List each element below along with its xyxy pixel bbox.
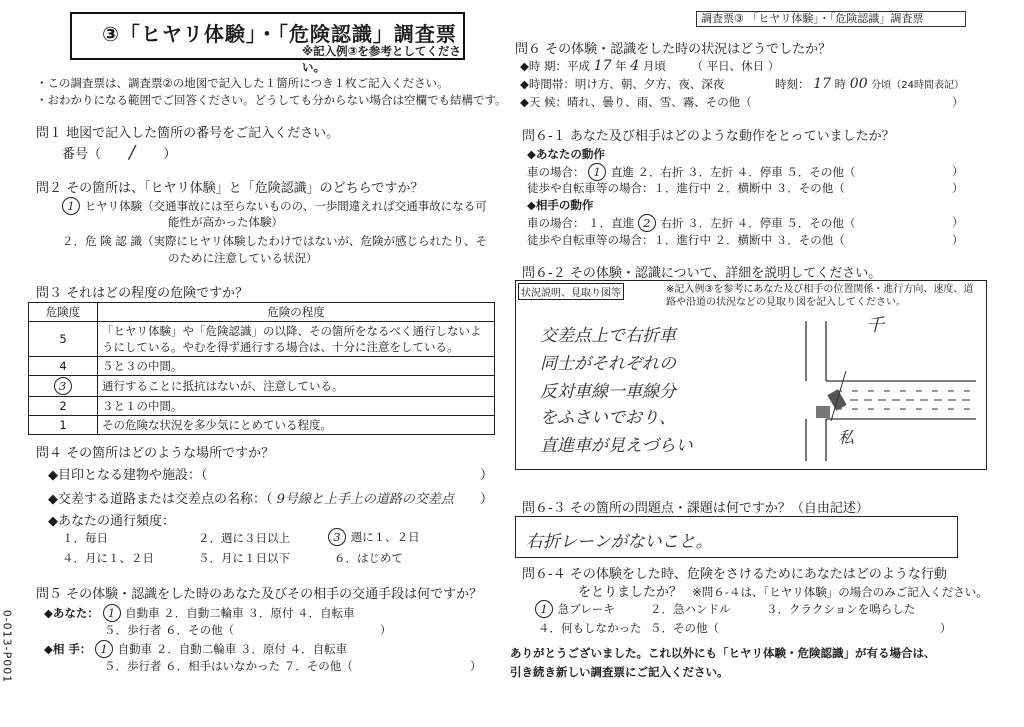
risk-desc: ５と３の中間。 bbox=[98, 357, 495, 376]
q5-other-row1[interactable] bbox=[44, 640, 347, 658]
q6-4-option-1[interactable] bbox=[535, 600, 615, 618]
q1-field[interactable] bbox=[62, 142, 176, 163]
q6-month-unit: 月頃 bbox=[642, 59, 666, 73]
q6-1-other-car-close: ） bbox=[952, 215, 964, 229]
q5-other-label: ◆相 手： bbox=[44, 642, 92, 656]
q6-4-note: ※問６-４は、「ヒヤリ体験」の場合のみご記入ください。 bbox=[692, 585, 988, 599]
q6-1-other-car-circle: 2 bbox=[638, 214, 656, 232]
q6-4-label-2 bbox=[578, 581, 988, 600]
risk-table-header bbox=[29, 303, 495, 322]
table-row[interactable] bbox=[29, 376, 495, 397]
q4-road-answer: 9号線と上手上の道路の交差点 bbox=[276, 492, 454, 507]
risk-desc: 「ヒヤリ体験」や「危険認識」の以降、その箇所をなるべく通行しないようにしている。やむを得ず通行する場合は、十分に注意をしている。 bbox=[98, 322, 495, 357]
q6-time-label: ◆時 期：平成 bbox=[520, 59, 590, 73]
q6-1-other-car-a: １．直進 bbox=[588, 216, 635, 230]
risk-col-level: 危険度 bbox=[29, 303, 98, 322]
q4-frequency-label: ◆あなたの通行頻度： bbox=[48, 514, 175, 529]
q2-label: 問２ その箇所は、「ヒヤリ体験」と「危険認識」のどちらですか？ bbox=[36, 181, 424, 196]
q6-weather[interactable]: ◆天 候：晴れ、曇り、雨、雪、霧、その他（ bbox=[520, 95, 752, 109]
q1-answer: / bbox=[129, 142, 136, 163]
q5-other-circle: 1 bbox=[95, 640, 113, 658]
q6-1-me-heading: ◆あなたの動作 bbox=[527, 147, 605, 161]
q2-option-1[interactable] bbox=[62, 197, 487, 215]
q6-4-option-4[interactable]: ４．何もしなかった bbox=[538, 621, 642, 635]
q5-me-close: ） bbox=[380, 623, 392, 637]
q6-4-label-2-text: をとりましたか？ bbox=[578, 585, 683, 600]
table-row[interactable] bbox=[29, 357, 495, 376]
q6-clock-label: 時刻： bbox=[775, 77, 810, 91]
q6-time[interactable] bbox=[520, 58, 779, 74]
q2-option-2-cont: のために注意している状況） bbox=[168, 251, 318, 265]
footer-line-2: 引き続き新しい調査票にご記入ください。 bbox=[510, 665, 729, 679]
q5-me-row1[interactable] bbox=[44, 604, 355, 622]
q1-label: 問１ 地図で記入した箇所の番号をご記入ください。 bbox=[36, 126, 340, 141]
risk-level-selected bbox=[29, 376, 98, 397]
risk-desc: ３と１の中間。 bbox=[98, 397, 495, 416]
q6-1-me-car[interactable] bbox=[527, 163, 855, 181]
note-1: ・この調査票は、調査票②の地図で記入した１箇所につき１枚ご記入ください。 bbox=[36, 76, 449, 90]
q6-4-label-1: 問６-４ その体験をした時、危険をさけるためにあなたはどのような行動 bbox=[522, 567, 947, 582]
q6-1-me-car-circle: 1 bbox=[588, 163, 606, 181]
risk-level: 2 bbox=[29, 397, 98, 416]
q4-freq-2[interactable]: ２．週に３日以上 bbox=[198, 531, 290, 545]
q6-label: 問６ その体験・認識をした時の状況はどうでしたか？ bbox=[515, 42, 832, 57]
sketch-hand-line-5: 直進車が見えづらい bbox=[540, 436, 693, 456]
q6-1-label: 問６-１ あなた及び相手はどのような動作をとっていましたか？ bbox=[522, 129, 895, 144]
risk-col-desc: 危険の程度 bbox=[98, 303, 495, 322]
q2-option-1-text: ヒヤリ体験（交通事故には至らないものの、一歩間違えれば交通事故になる可 bbox=[84, 199, 487, 213]
sketch-label-me: 私 bbox=[838, 428, 855, 447]
risk-level: 4 bbox=[29, 357, 98, 376]
q4-freq-1[interactable]: １．毎日 bbox=[62, 531, 108, 545]
side-code: 0-013-P001 bbox=[0, 609, 14, 684]
sketch-hand-line-3: 反対車線一車線分 bbox=[540, 382, 676, 402]
q6-4-option-3[interactable]: ３．クラクションを鳴らした bbox=[766, 602, 916, 616]
right-header: 調査票③ 「ヒヤリ体験」・「危険認識」調査票 bbox=[696, 11, 966, 27]
q6-weather-close: ） bbox=[952, 95, 964, 109]
q4-freq-3-circle: 3 bbox=[328, 528, 346, 546]
sketch-label-north: 千 bbox=[866, 315, 884, 336]
sketch-box[interactable] bbox=[515, 280, 987, 470]
form-title: ③「ヒヤリ体験」・「危険認識」調査票 bbox=[102, 22, 457, 46]
sketch-box-note: ※記入例③を参考にあなた及び相手の位置関係・進行方向、速度、道路や沿道の状況などの見取り図を記入してください。 bbox=[666, 284, 974, 308]
q5-me-opts2[interactable]: ５．歩行者 ６．その他（ bbox=[104, 623, 235, 637]
q4-road[interactable] bbox=[48, 488, 454, 507]
q6-1-car-label: 車の場合： bbox=[527, 165, 585, 179]
q6-1-other-car[interactable] bbox=[527, 214, 855, 232]
q6-1-other-ped[interactable]: 徒歩や自転車等の場合：１．進行中 ２．横断中 ３．その他（ bbox=[527, 233, 845, 247]
q4-freq-6[interactable]: ６．はじめて bbox=[334, 551, 403, 565]
q4-freq-3-text: 週に１、２日 bbox=[350, 530, 420, 544]
q5-me-label: ◆あなた： bbox=[44, 606, 99, 620]
q6-minute: 00 bbox=[849, 76, 868, 92]
q1-field-close: ） bbox=[163, 147, 177, 162]
q6-1-other-car-b: 右折 ３．左折 ４．停車 ５．その他（ bbox=[660, 216, 856, 230]
q6-period[interactable]: ◆時間帯：明け方、朝、夕方、夜、深夜 bbox=[520, 77, 725, 91]
q6-weekday: （ 平日、休日 ） bbox=[691, 59, 780, 73]
risk-level-circle: 3 bbox=[54, 377, 72, 395]
q5-other-close: ） bbox=[470, 659, 482, 673]
q4-road-label: ◆交差する道路または交差点の名称：（ bbox=[48, 492, 273, 507]
q6-2-label: 問６-２ その体験・認識について、詳細を説明してください。 bbox=[522, 266, 882, 281]
q6-minute-unit: 分頃（24時間表記） bbox=[871, 80, 965, 91]
sketch-hand-line-2: 同士がそれぞれの bbox=[540, 354, 676, 374]
note-2: ・おわかりになる範囲でご回答ください。どうしても分からない場合は空欄でも結構です。 bbox=[36, 93, 507, 107]
q6-hour: 17 bbox=[813, 76, 831, 92]
q5-other-opts2[interactable]: ５．歩行者 ６．相手はいなかった ７．その他（ bbox=[104, 659, 353, 673]
risk-table bbox=[28, 302, 495, 435]
q6-4-option-1-text: 急ブレーキ bbox=[557, 602, 615, 616]
q4-freq-3[interactable] bbox=[328, 528, 420, 546]
q6-1-other-heading: ◆相手の動作 bbox=[527, 198, 594, 212]
table-row[interactable] bbox=[29, 416, 495, 435]
q4-landmark[interactable]: ◆目印となる建物や施設：（ bbox=[48, 468, 208, 483]
sketch-hand-line-4: をふさいでおり、 bbox=[540, 408, 676, 428]
table-row[interactable] bbox=[29, 322, 495, 357]
q6-4-option-1-circle: 1 bbox=[535, 600, 553, 618]
q4-freq-4[interactable]: ４．月に１、２日 bbox=[62, 551, 154, 565]
q6-hour-unit: 時 bbox=[834, 77, 847, 91]
q5-other-opts1: 自動車 ２．自動二輪車 ３．原付 ４．自転車 bbox=[117, 642, 348, 656]
risk-desc: 通行することに抵抗はないが、注意している。 bbox=[98, 376, 495, 397]
q5-me-circle: 1 bbox=[103, 604, 121, 622]
q5-label: 問５ その体験・認識をした時のあなた及びその相手の交通手段は何ですか？ bbox=[36, 587, 483, 602]
q6-clock[interactable] bbox=[775, 76, 964, 92]
q6-year: 17 bbox=[593, 58, 612, 74]
q6-4-option-5-close: ） bbox=[940, 621, 952, 635]
q6-1-me-ped-close: ） bbox=[952, 181, 964, 195]
sketch-hand-line-1: 交差点上で右折車 bbox=[540, 326, 676, 346]
q4-label: 問４ その箇所はどのような場所ですか？ bbox=[36, 446, 275, 461]
q6-month: 4 bbox=[630, 58, 640, 74]
q6-1-me-car-close: ） bbox=[952, 164, 964, 178]
q6-1-other-ped-close: ） bbox=[952, 233, 964, 247]
q5-me-opts1: 自動車 ２．自動二輪車 ３．原付 ４．自転車 bbox=[125, 606, 355, 620]
q6-3-label: 問６-３ その箇所の問題点・課題は何ですか？（自由記述） bbox=[522, 501, 869, 516]
q3-label: 問３ それはどの程度の危険ですか？ bbox=[36, 286, 249, 301]
q4-landmark-close: ） bbox=[480, 468, 494, 483]
q6-year-unit: 年 bbox=[615, 59, 627, 73]
q2-option-1-cont: 能性が高かった体験） bbox=[168, 215, 283, 229]
q6-4-option-5[interactable]: ５．その他（ bbox=[650, 621, 719, 635]
q2-option-1-circle: 1 bbox=[62, 197, 80, 215]
q6-1-other-car-label: 車の場合： bbox=[527, 216, 585, 230]
q6-1-me-car-opts: 直進 ２．右折 ３．左折 ４．停車 ５．その他（ bbox=[610, 165, 856, 179]
sketch-box-label: 状況説明、見取り図等 bbox=[518, 283, 624, 300]
q6-3-answer-box[interactable] bbox=[515, 516, 958, 558]
footer-line-1: ありがとうございました。これ以外にも「ヒヤリ体験・危険認識」が有る場合は、 bbox=[510, 646, 936, 660]
q2-option-2[interactable]: ２．危 険 認 識（実際にヒヤリ体験したわけではないが、危険が感じられたり、そ bbox=[62, 234, 487, 248]
q6-3-answer: 右折レーンがないこと。 bbox=[526, 532, 713, 552]
q1-field-label: 番号（ bbox=[62, 147, 102, 162]
form-subtitle: ※記入例③を参考としてください。 bbox=[302, 44, 461, 74]
q6-4-option-2[interactable]: ２．急ハンドル bbox=[650, 602, 731, 616]
table-row[interactable] bbox=[29, 397, 495, 416]
risk-desc: その危険な状況を多少気にとめている程度。 bbox=[98, 416, 495, 435]
q4-freq-5[interactable]: ５．月に１日以下 bbox=[198, 551, 290, 565]
risk-level: 5 bbox=[29, 322, 98, 357]
risk-level: 1 bbox=[29, 416, 98, 435]
q4-road-close: ） bbox=[480, 492, 494, 507]
title-box bbox=[70, 12, 465, 74]
q6-1-me-ped[interactable]: 徒歩や自転車等の場合：１．進行中 ２．横断中 ３．その他（ bbox=[527, 181, 845, 195]
